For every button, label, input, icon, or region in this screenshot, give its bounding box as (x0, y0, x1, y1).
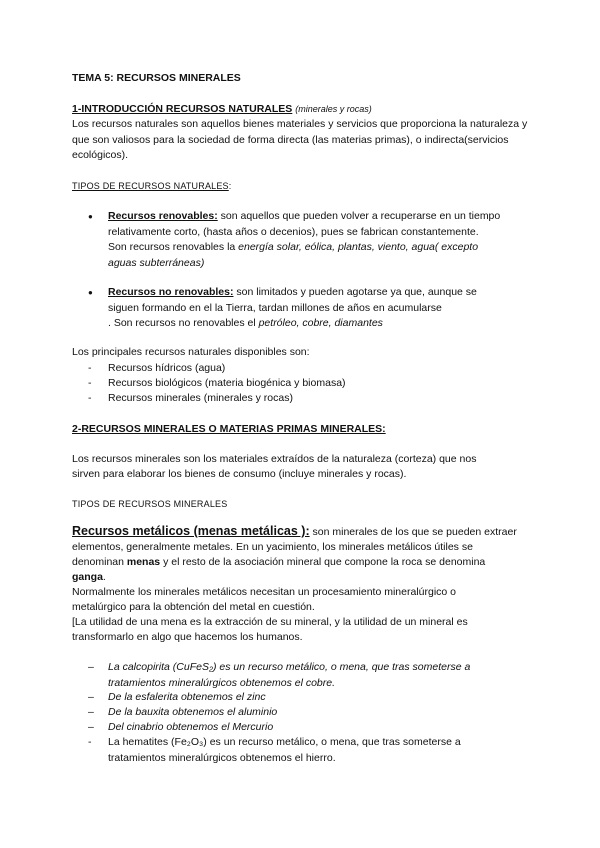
utility-line: transformarlo en algo que hacemos los humanos. (72, 631, 303, 643)
metallic-line: ganga. (72, 571, 106, 583)
section2-heading: 2-RECURSOS MINERALES O MATERIAS PRIMAS MINERALES: (72, 423, 386, 435)
page-title: TEMA 5: RECURSOS MINERALES (72, 72, 241, 84)
metallic-term: Recursos metálicos (menas metálicas ): (72, 524, 310, 538)
document-page: TEMA 5: RECURSOS MINERALES 1-INTRODUCCIÓN RECURSOS NATURALES (minerales y rocas) Los recursos naturales son aquellos bienes materiales y servicios que proporciona la naturaleza y que son valiosos para la sociedad de forma directa (las materias primas), o indirecta(servicios ecológicos). TIPOS DE RECURSOS NATURALES: ● Recursos renovables: son aquellos que pueden volver a recuperarse en un tiempo relativamente corto, (hasta años o decenios), pues se fabrican constantemente. Son recursos renovables la energía solar, eólica, plantas, viento, agua( excepto aguas subterráneas) ● Recursos no renovables: son limitados y pueden agotarse ya que, aunque se siguen formando en el la Tierra, tardan millones de años en acumularse . Son recursos no renovables el petróleo, cobre, diamantes Los principales recursos naturales disponibles son: - Recursos hídricos (agua) - Recursos biológicos (materia biogénica y biomasa) - Recursos minerales (minerales y rocas) 2-RECURSOS MINERALES O MATERIAS PRIMAS MINERALES: Los recursos minerales son los materiales extraídos de la naturaleza (corteza) que nos sirven para elaborar los bienes de consumo (incluye minerales y rocas). TIPOS DE RECURSOS MINERALES Recursos metálicos (menas metálicas ): son minerales de los que se pueden extraer elementos, generalmente metales. En un yacimiento, los minerales metálicos útiles se denominan menas y el resto de la asociación mineral que compone la roca se denomina ganga. Normalmente los minerales metálicos necesitan un procesamiento mineralúrgico o metalúrgico para la obtención del metal en cuestión. [La utilidad de una mena es la extracción de su mineral, y la utilidad de un mineral es transformarlo en algo que hacemos los humanos. – La calcopirita (CuFeS₂) es un recurso metálico, o mena, que tras someterse a tratamientos mineralúrgicos obtenemos el cobre. – De la esfalerita obtenemos el zinc – De la bauxita obtenemos el aluminio – Del cinabrio obtenemos el Mercurio - La hematites (Fe₂O₃) es un recurso metálico, o mena, que tras someterse a tratamientos mineralúrgicos obtenemos el hierro. (0, 0, 600, 848)
section2-paragraph-line: Los recursos minerales son los materiales extraídos de la naturaleza (corteza) que nos (72, 453, 477, 465)
normal-line: Normalmente los minerales metálicos necesitan un procesamiento mineralúrgico o (72, 586, 457, 598)
bullet-icon: ● (88, 212, 93, 221)
metallic-line: Recursos metálicos (menas metálicas ): son minerales de los que se pueden extraer (72, 524, 517, 538)
natural-types-heading: TIPOS DE RECURSOS NATURALES: (72, 181, 232, 191)
utility-line: [La utilidad de una mena es la extracción de su mineral, y la utilidad de un mineral es (72, 616, 468, 628)
main-resources-intro: Los principales recursos naturales disponibles son: (72, 346, 310, 358)
metallic-line: denominan menas y el resto de la asociación mineral que compone la roca se denomina (72, 556, 486, 568)
section2-paragraph-line: sirven para elaborar los bienes de consumo (incluye minerales y rocas). (72, 468, 407, 480)
bullet-icon: ● (88, 288, 93, 297)
renewable-term: Recursos renovables: (108, 210, 218, 222)
section1-paragraph: Los recursos naturales son aquellos bienes materiales y servicios que proporciona la naturaleza y que son valiosos para la sociedad de forma directa (las materias primas), o indirecta(servicios ecológicos). (72, 118, 528, 161)
normal-line: metalúrgico para la obtención del metal en cuestión. (72, 601, 315, 613)
nonrenewable-term: Recursos no renovables: (108, 286, 234, 298)
metallic-line: elementos, generalmente metales. En un yacimiento, los minerales metálicos útiles se (72, 541, 473, 553)
mineral-types-heading: TIPOS DE RECURSOS MINERALES (72, 499, 228, 509)
section1-heading: 1-INTRODUCCIÓN RECURSOS NATURALES (minerales y rocas) (72, 103, 372, 115)
